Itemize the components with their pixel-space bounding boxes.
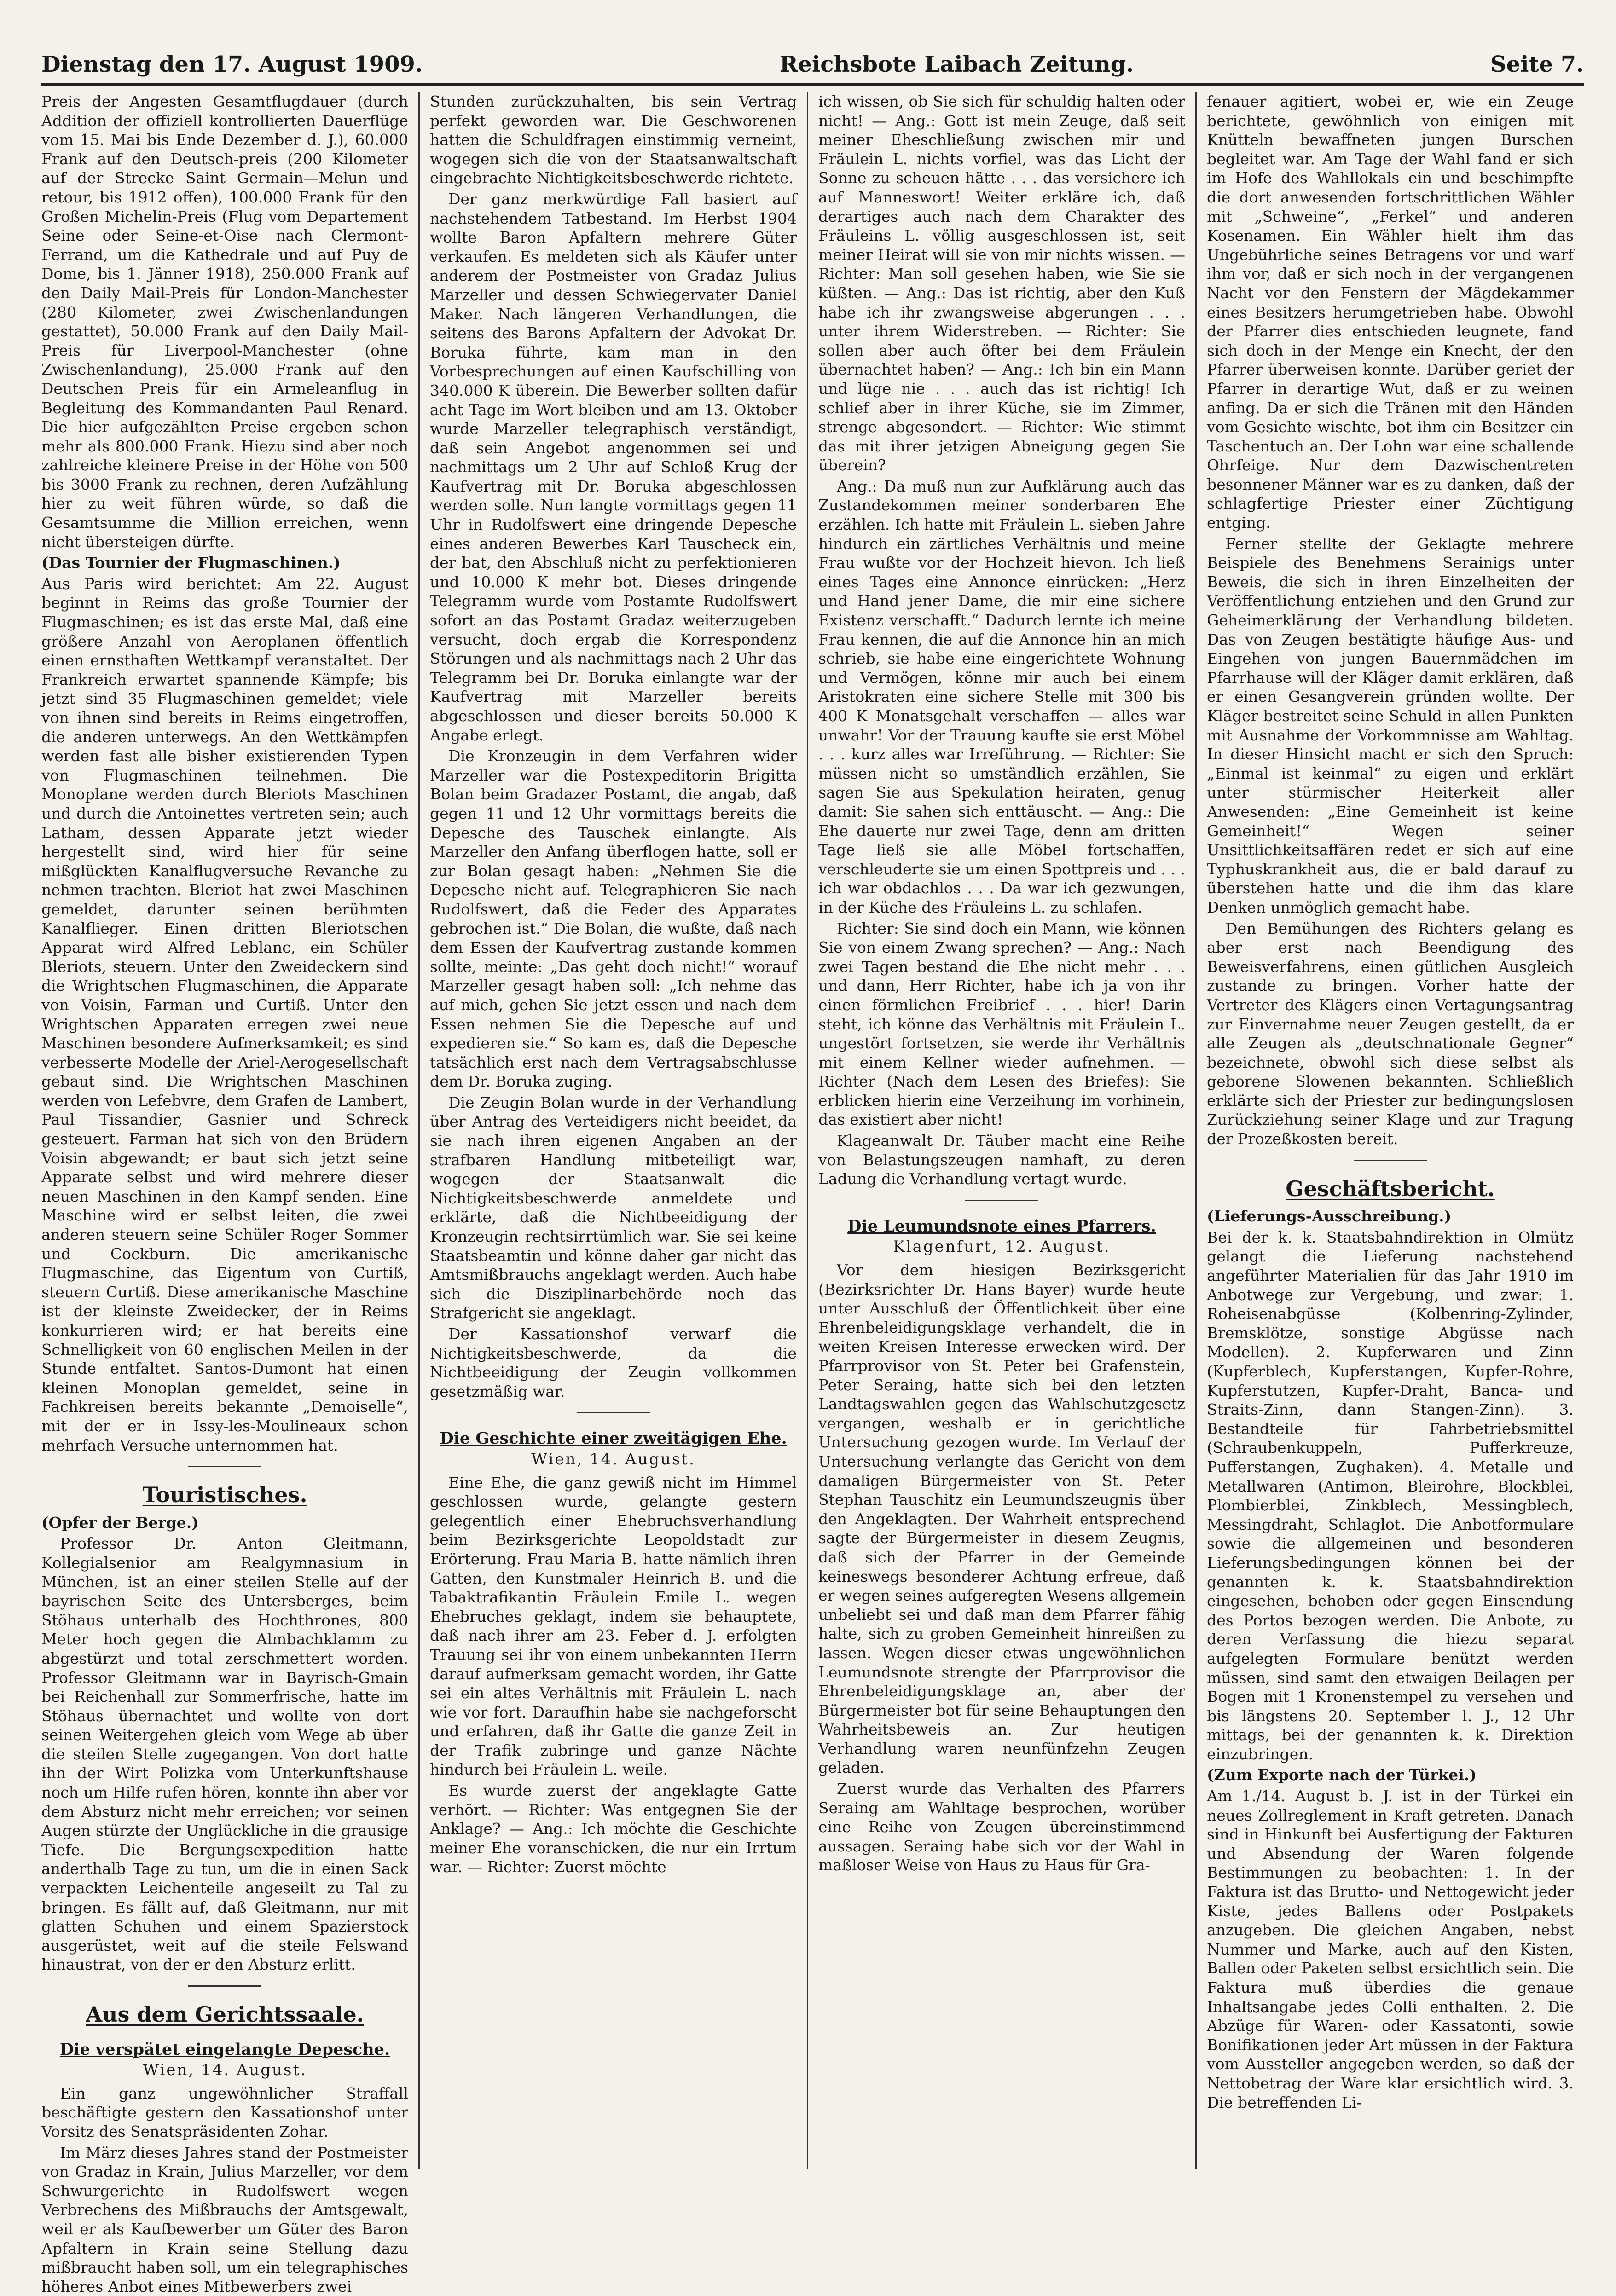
divider (965, 1200, 1038, 1201)
paragraph: Professor Dr. Anton Gleitmann, Kollegialsenior am Realgymnasium in München, ist an einer steilen Stelle auf der bayrischen Seite des Untersberges, beim Stöhaus unterhalb des Hochthrones, 800 Meter hoch gegen die Almbachklamm zu abgestürzt und total zerschmettert worden. Professor Gleitmann war in Bayrisch-Gmain bei Reichenhall zur Sommerfrische, hatte im Stöhaus übernachtet und wollte von dort seinen Weitergehen gleich vom Wege ab über die steilen Stelle zugegangen. Von dort hatte ihn der Wirt Polizka vom Unterkunftshause noch um Hilfe rufen hören, konnte ihn aber vor dem Absturz nicht mehr erreichen; vor seinen Augen stürzte der Unglückliche in die grausige Tiefe. Die Bergungsexpedition hatte anderthalb Tage zu tun, um die in einen Sack verpackten Leichenteile angeseilt zu Tal zu bringen. Es fällt auf, daß Gleitmann, nur mit glatten Schuhen und einem Spazierstock ausgerüstet, weit auf die steile Felswand hinaustrat, von der er den Absturz erlitt. (41, 1534, 408, 1974)
paragraph: Die Kronzeugin in dem Verfahren wider Marzeller war die Postexpeditorin Brigitta Bolan beim Gradazer Postamt, die angab, daß gegen 11 und 12 Uhr vormittags bereits die Depesche des Tauschek einlangte. Als Marzeller den Anfang überflogen hatte, soll er zur Bolan gesagt haben: „Nehmen Sie die Depesche nicht auf. Telegraphieren Sie nach Rudolfswert, daß die Feder des Apparates gebrochen ist.“ Die Bolan, die wußte, daß nach dem Essen der Kaufvertrag zustande kommen sollte, meinte: „Das geht doch nicht!“ worauf Marzeller gesagt haben soll: „Ich nehme das auf mich, gehen Sie jetzt essen und nach dem Essen nehmen Sie die Depesche auf und expedieren sie.“ So kam es, daß die Depesche tatsächlich erst nach dem Vertragsabschlusse dem Dr. Boruka zuging. (430, 747, 797, 1091)
divider (188, 1985, 261, 1987)
divider (188, 1466, 261, 1467)
dateline: Klagenfurt, 12. August. (893, 1238, 1111, 1256)
paragraph: Ang.: Da muß nun zur Aufklärung auch das Zustandekommen meiner sonderbaren Ehe erzählen. Ich hatte mit Fräulein L. sieben Jahre hindurch ein zärtliches Verhältnis und meine Frau wußte vor der Hochzeit hievon. Ich ließ eines Tages eine Annonce einrücken: „Herz und Hand jener Dame, die mir eine sichere Existenz verschafft.“ Dadurch lernte ich meine Frau kennen, die auf die Annonce hin an mich schrieb, sie habe eine eingerichtete Wohnung und Vermögen, könne mir auch bei einem Aristokraten eine sichere Stelle mit 300 bis 400 K Monatsgehalt verschaffen — alles war unwahr! Vor der Trauung kaufte sie erst Möbel . . . kurz alles war Irreführung. — Richter: Sie müssen nicht so umständlich erzählen, Sie sagen Sie aus Spekulation heiraten, genug damit: Sie sahen sich enttäuscht. — Ang.: Die Ehe dauerte nur zwei Tage, denn am dritten Tage ließ sie alle Möbel fortschaffen, verschleuderte sie um einen Spottpreis und . . . ich war obdachlos . . . Da war ich gezwungen, in der Küche des Fräuleins L. zu schlafen. (818, 477, 1185, 916)
paragraph: ich wissen, ob Sie sich für schuldig halten oder nicht! — Ang.: Gott ist mein Zeuge, daß seit meiner Eheschließung zwischen mir und Fräulein L. nichts vorfiel, was das Licht der Sonne zu scheuen hätte . . . das versichere ich auf Manneswort! Weiter erkläre ich, daß derartiges auch nach dem Charakter des Fräuleins L. völlig ausgeschlossen ist, seit meiner Heirat will sie von mir nichts wissen. — Richter: Man soll gesehen haben, wie Sie sie küßten. — Ang.: Das ist richtig, aber den Kuß habe ich ihr zwangsweise abgerungen . . . unter ihrem Widerstreben. — Richter: Sie sollen aber auch öfter bei dem Fräulein übernachtet haben? — Ang.: Ich bin ein Mann und lüge nie . . . auch das ist richtig! Ich schlief aber in ihrer Küche, sie im Zimmer, strenge abgesondert. — Richter: Wie stimmt das mit ihrer jetzigen Abneigung gegen Sie überein? (818, 93, 1185, 474)
article-heading: Die Geschichte einer zweitägigen Ehe. (440, 1429, 787, 1448)
paragraph: Preis der Angesten Gesamtflugdauer (durch Addition der offiziell kontrollierten Dauerflüge vom 15. Mai bis Ende Dezember d. J.), 60.000 Frank auf den Deutsch-preis (200 Kilometer auf der Strecke Saint Germain—Melun und retour, bis 1912 offen), 100.000 Frank für den Großen Michelin-Preis (Flug vom Departement Seine oder Seine-et-Oise nach Clermont-Ferrand, um die Kathedrale und auf Puy de Dome, bis 1. Jänner 1918), 250.000 Frank auf den Daily Mail-Preis für London-Manchester (280 Kilometer, zwei Zwischenlandungen gestattet), 50.000 Frank auf den Daily Mail-Preis für Liverpool-Manchester (ohne Zwischenlandung), 25.000 Frank auf den Deutschen Preis für ein Armeleanflug in Begleitung des Kommandanten Paul Renard. Die hier aufgezählten Preise ergeben schon mehr als 800.000 Frank. Hiezu sind aber noch zahlreiche kleinere Preise in der Höhe von 500 bis 3000 Frank zu rechnen, deren Aufzählung hier zu weit führen würde, so daß die Gesamtsumme die Million erreichen, wenn nicht übersteigen dürfte. (41, 93, 408, 551)
column-2 (418, 92, 807, 2169)
columns (41, 92, 1584, 2296)
issue-date: Dienstag den 17. August 1909. (41, 52, 423, 77)
column-4 (1195, 92, 1584, 2169)
dateline: Wien, 14. August. (531, 1450, 695, 1469)
paragraph: Den Bemühungen des Richters gelang es aber erst nach Beendigung des Beweisverfahrens, einen gütlichen Ausgleich zustande zu bringen. Vorher hatte der Vertreter des Klägers einen Vertagungsantrag zur Einvernahme neuer Zeugen gestellt, da er alle Zeugen als „deutschnationale Gegner“ bezeichnete, obwohl sich diese selbst als geborene Slowenen bekannten. Schließlich erklärte sich der Priester zur bedingungslosen Zurückziehung seiner Klage und zur Tragung der Prozeßkosten bereit. (1207, 919, 1574, 1148)
paragraph: Eine Ehe, die ganz gewiß nicht im Himmel geschlossen wurde, gelangte gestern gelegentlich einer Ehebruchsverhandlung beim Bezirksgerichte Leopoldstadt zur Erörterung. Frau Maria B. hatte nämlich ihren Gatten, den Kunstmaler Heinrich B. und die Tabaktrafikantin Fräulein Emile L. wegen Ehebruches geklagt, indem sie behauptete, daß nach ihrer am 23. Feber d. J. erfolgten Trauung sei ihr von einem unbekannten Herrn darauf aufmerksam gemacht worden, ihr Gatte sei ein altes Verhältnis mit Fräulein L. nach wie vor fort. Daraufhin habe sie nachgeforscht und erfahren, daß ihr Gatte die ganze Zeit in der Trafik zubringe und ganze Nächte hindurch bei Fräulein L. weile. (430, 1473, 797, 1779)
article-heading: (Opfer der Berge.) (41, 1513, 199, 1532)
section-heading: Aus dem Gerichtssaale. (86, 2002, 364, 2027)
page-number: Seite 7. (1490, 52, 1584, 77)
paragraph: Ferner stellte der Geklagte mehrere Beispiele des Benehmens Serainigs unter Beweis, die sich in ihren Einzelheiten der Veröffentlichung entziehen und den Grund zur Geheimerklärung der Verhandlung bildeten. Das von Zeugen bestätigte häufige Aus- und Eingehen von jungen Bauernmädchen im Pfarrhause will der Kläger damit erklären, daß er einen Gesangverein gründen wollte. Der Kläger bestreitet seine Schuld in allen Punkten mit Ausnahme der Vorkommnisse am Wahltag. In dieser Hinsicht macht er sich den Spruch: „Einmal ist keinmal“ zu eigen und erklärt unter stürmischer Heiterkeit aller Anwesenden: „Eine Gemeinheit ist keine Gemeinheit!“ Wegen seiner Unsittlichkeitsaffären redet er sich auf eine Typhuskrankheit aus, die er bald darauf zu überstehen hatte und die ihm das klare Denken unmöglich gemacht habe. (1207, 534, 1574, 916)
paragraph: Klageanwalt Dr. Täuber macht eine Reihe von Belastungszeugen namhaft, zu deren Ladung die Verhandlung vertagt wurde. (818, 1132, 1185, 1188)
paragraph: Am 1./14. August b. J. ist in der Türkei ein neues Zollreglement in Kraft getreten. Danach sind in Hinkunft bei Ausfertigung der Fakturen und Absendung der Waren folgende Bestimmungen zu beobachten: 1. In der Faktura ist das Brutto- und Nettogewicht jeder Kiste, jedes Ballens oder Postpakets anzugeben. Die gleichen Angaben, nebst Nummer und Marke, auch auf den Kisten, Ballen oder Paketen selbst ersichtlich sein. Die Faktura muß überdies die genaue Inhaltsangabe jedes Colli enthalten. 2. Die Abzüge für Waren- oder Kassatonti, sowie Bonifikationen jeder Art müssen in der Faktura vom Aussteller angegeben werden, so daß der Nettobetrag der Ware klar ersichtlich wird. 3. Die betreffenden Li- (1207, 1787, 1574, 2111)
paragraph: fenauer agitiert, wobei er, wie ein Zeuge berichtete, gewöhnlich von einigen mit Knütteln bewaffneten jungen Burschen begleitet war. Am Tage der Wahl fand er sich im Hofe des Wahllokals ein und beschimpfte die dort anwesenden fortschrittlichen Wähler mit „Schweine“, „Ferkel“ und anderen Kosenamen. Ein Wähler hielt ihm das Ungebührliche seines Betragens vor und warf ihm vor, daß er sich noch in der vergangenen Nacht vor den Fenstern der Mägdekammer eines Besitzers herumgetrieben habe. Obwohl der Pfarrer dies entschieden leugnete, fand sich doch in der Menge ein Knecht, der den Pfarrer überweisen konnte. Darüber geriet der Pfarrer in derartige Wut, daß er zu weinen anfing. Da er sich die Tränen mit den Händen vom Gesichte wischte, bot ihm ein Besitzer ein Taschentuch an. Der Lohn war eine schallende Ohrfeige. Nur dem Dazwischentreten besonnener Männer war es zu danken, daß der schlagfertige Priester einer Züchtigung entging. (1207, 93, 1574, 532)
paragraph: Es wurde zuerst der angeklagte Gatte verhört. — Richter: Was entgegnen Sie der Anklage? — Ang.: Ich möchte die Geschichte meiner Ehe voranschicken, die nur ein Irrtum war. — Richter: Zuerst möchte (430, 1781, 797, 1876)
paragraph: Aus Paris wird berichtet: Am 22. August beginnt in Reims das große Tournier der Flugmaschinen; es ist das erste Mal, daß eine größere Anzahl von Aeroplanen öffentlich einen ernsthaften Wettkampf veranstaltet. Der Frankreich erwartet spannende Kämpfe; bis jetzt sind 35 Flugmaschinen gemeldet; viele von ihnen sind bereits in Reims eingetroffen, die anderen unterwegs. An den Wettkämpfen werden fast alle bisher existierenden Typen von Flugmaschinen teilnehmen. Die Monoplane werden durch Bleriots Maschinen und durch die Antoinettes vertreten sein; auch Latham, dessen Apparate jetzt wieder hergestellt sind, wird hier für seine mißglückten Kanalflugversuche Revanche zu nehmen trachten. Bleriot hat zwei Maschinen gemeldet, darunter seinen berühmten Kanalflieger. Einen dritten Bleriotschen Apparat wird Alfred Leblanc, ein Schüler Bleriots, steuern. Unter den Zweideckern sind die Wrightschen Flugmaschinen, die Apparate von Voisin, Farman und Curtiß. Unter den Wrightschen Apparaten erregen zwei neue Maschinen besondere Aufmerksamkeit; es sind verbesserte Modelle der Ariel-Aerogesellschaft gebaut sind. Die Wrightschen Maschinen werden von Lefebvre, dem Grafen de Lambert, Paul Tissandier, Gasnier und Schreck gesteuert. Farman hat sich von den Brüdern Voisin abgewandt; er baut sich jetzt seine Apparate selbst und wird mehrere dieser neuen Maschinen in den Kampf senden. Eine Maschine wird er selbst leiten, die zwei anderen steuern seine Schüler Roger Sommer und Cockburn. Die amerikanische Flugmaschine, das Eigentum von Curtiß, steuern Curtiß. Diese amerikanische Maschine ist der kleinste Zweidecker, der in Reims konkurrieren wird; er hat bereits eine Schnelligkeit von 60 englischen Meilen in der Stunde entfaltet. Santos-Dumont hat einen kleinen Monoplan gemeldet, seine in Fachkreisen bereits bekannte „Demoiselle“, mit der er in Issy-les-Moulineaux schon mehrfach Versuche unternommen hat. (41, 574, 408, 1454)
section-heading: Touristisches. (142, 1482, 307, 1508)
paper-title: Reichsbote Laibach Zeitung. (779, 52, 1134, 77)
article-heading: (Lieferungs-Ausschreibung.) (1207, 1207, 1452, 1226)
paragraph: Der ganz merkwürdige Fall basiert auf nachstehendem Tatbestand. Im Herbst 1904 wollte Baron Apfaltern mehrere Güter verkaufen. Es meldeten sich als Käufer unter anderem der Postmeister von Gradaz Julius Marzeller und dessen Schwiegervater Daniel Maker. Nach längeren Verhandlungen, die seitens des Barons Apfaltern der Advokat Dr. Boruka führte, kam man in den Vorbesprechungen auf einen Kaufschilling von 340.000 K überein. Die Bewerber sollten dafür acht Tage im Wort bleiben und am 13. Oktober wurde Marzeller telegraphisch verständigt, daß sein Angebot angenommen sei und nachmittags um 2 Uhr auf Schloß Krug der Kaufvertrag mit Dr. Boruka abgeschlossen werden solle. Nun langte vormittags gegen 11 Uhr in Rudolfswert eine dringende Depesche eines anderen Bewerbes Karl Tauscheck ein, der bat, den Abschluß nicht zu perfektionieren und 10.000 K mehr bot. Dieses dringende Telegramm wurde vom Postamte Rudolfswert sofort an das Postamt Gradaz weiterzugeben versucht, doch ergab die Korrespondenz Störungen und als nachmittags nach 2 Uhr das Telegramm bei Dr. Boruka einlangte war der Kaufvertrag mit Marzeller bereits abgeschlossen und dieser bereits 50.000 K Angabe erlegt. (430, 190, 797, 744)
paragraph: Bei der k. k. Staatsbahndirektion in Olmütz gelangt die Lieferung nachstehend angeführter Materialien für das Jahr 1910 im Anbotwege zur Vergebung, und zwar: 1. Roheisenabgüsse (Kolbenring-Zylinder, Bremsklötze, sonstige Abgüsse nach Modellen). 2. Kupferwaren und Zinn (Kupferblech, Kupferstangen, Kupfer-Rohre, Kupferstutzen, Kupfer-Draht, Banca- und Straits-Zinn, dann Stangen-Zinn). 3. Bestandteile für Fahrbetriebsmittel (Schraubenkuppeln, Pufferkreuze, Pufferstangen, Zughaken). 4. Metalle und Metallwaren (Antimon, Bleirohre, Blockblei, Plombierblei, Zinkblech, Messingblech, Messingdraht, Schlaglot. Die Anbotformulare sowie die allgemeinen und besonderen Lieferungsbedingungen können bei der genannten k. k. Staatsbahndirektion eingesehen, behoben oder gegen Einsendung des Portos bezogen werden. Die Anbote, zu deren Verfassung die hiezu separat aufgelegten Formulare benützt werden müssen, sind samt den etwaigen Beilagen per Bogen mit 1 Kronenstempel zu versehen und bis längstens 20. September l. J., 12 Uhr mittags, bei der genannten k. k. Direktion einzubringen. (1207, 1228, 1574, 1763)
article-heading: Die Leumundsnote eines Pfarrers. (847, 1216, 1156, 1236)
column-1 (41, 92, 418, 2296)
paragraph: Zuerst wurde das Verhalten des Pfarrers Seraing am Wahltage besprochen, worüber eine Reihe von Zeugen übereinstimmend aussagen. Seraing habe sich vor der Wahl in maßloser Weise von Haus zu Haus für Gra- (818, 1780, 1185, 1874)
section-heading: Geschäftsbericht. (1286, 1176, 1495, 1201)
paragraph: Die Zeugin Bolan wurde in der Verhandlung über Antrag des Verteidigers nicht beeidet, da sie nach ihren eigenen Angaben an der strafbaren Handlung mitbeteiligt war, wogegen der Staatsanwalt die Nichtigkeitsbeschwerde anmeldete und erklärte, daß die Nichtbeeidigung der Kronzeugin rechtsirrtümlich war. Sie sei keine Staatsbeamtin und könne daher gar nicht das Amtsmißbrauchs angeklagt werden. Auch habe sich die Disziplinarbehörde noch das Strafgericht sie angeklagt. (430, 1093, 797, 1322)
column-3 (807, 92, 1195, 2169)
divider (577, 1412, 650, 1413)
article-heading: (Zum Exporte nach der Türkei.) (1207, 1766, 1477, 1784)
paragraph: Der Kassationshof verwarf die Nichtigkeitsbeschwerde, da die Nichtbeeidigung der Zeugin vollkommen gesetzmäßig war. (430, 1325, 797, 1400)
masthead (41, 46, 1584, 86)
divider (1354, 1160, 1427, 1161)
dateline: Wien, 14. August. (143, 2061, 307, 2080)
paragraph: Vor dem hiesigen Bezirksgericht (Bezirksrichter Dr. Hans Bayer) wurde heute unter Ausschluß der Öffentlichkeit über eine Ehrenbeleidigungsklage verhandelt, die in weiten Kreisen Interesse erwecken wird. Der Pfarrprovisor von St. Peter bei Grafenstein, Peter Seraing, hatte sich bei den letzten Landtagswahlen gegen das Wahlschutzgesetz vergangen, weshalb er in gerichtliche Untersuchung gezogen wurde. Im Verlauf der Untersuchung verlangte das Gericht von dem damaligen Bürgermeister von St. Peter Stephan Tauschitz ein Leumundszeugnis über den Angeklagten. Der Wahrheit entsprechend sagte der Bürgermeister in diesem Zeugnis, daß sich der Pfarrer in der Gemeinde keineswegs besonderer Achtung erfreue, daß er wegen seines aufgeregten Wesens allgemein unbeliebt sei und daß man dem Pfarrer fähig halte, sich zu groben Gemeinheit hinreißen zu lassen. Wegen dieser etwas ungewöhnlichen Leumundsnote strengte der Pfarrprovisor die Ehrenbeleidigungsklage an, aber der Bürgermeister bot für seine Behauptungen den Wahrheitsbeweis an. Zur heutigen Verhandlung waren neunfünfzehn Zeugen geladen. (818, 1261, 1185, 1777)
paragraph: Ein ganz ungewöhnlicher Straffall beschäftigte gestern den Kassationshof unter Vorsitz des Senatspräsidenten Zohar. (41, 2084, 408, 2140)
paragraph: Stunden zurückzuhalten, bis sein Vertrag perfekt geworden war. Die Geschworenen hatten die Schuldfragen einstimmig verneint, wogegen sich die von der Staatsanwaltschaft eingebrachte Nichtigkeitsbeschwerde richtete. (430, 93, 797, 187)
article-heading: Die verspätet eingelangte Depesche. (59, 2040, 390, 2059)
article-heading: (Das Tournier der Flugmaschinen.) (41, 554, 341, 572)
paragraph: Richter: Sie sind doch ein Mann, wie können Sie von einem Zwang sprechen? — Ang.: Nach zwei Tagen bestand die Ehe nicht mehr . . . und dann, Herr Richter, habe ich ja von ihr einen förmlichen Freibrief . . . hier! Darin steht, ich könne das Verhältnis mit Fräulein L. ungestört fortsetzen, sie werde ihr Verhältnis mit einem Kellner wieder aufnehmen. — Richter (Nach dem Lesen des Briefes): Sie erblicken hierin eine Verzeihung im vorhinein, das existiert aber nicht! (818, 919, 1185, 1129)
paragraph: Im März dieses Jahres stand der Postmeister von Gradaz in Krain, Julius Marzeller, vor dem Schwurgerichte in Rudolfswert wegen Verbrechens des Mißbrauchs der Amtsgewalt, weil er als Kaufbewerber um Güter des Baron Apfaltern in Krain seine Stellung dazu mißbraucht haben soll, um ein telegraphisches höheres Anbot eines Mitbewerbers zwei (41, 2143, 408, 2296)
